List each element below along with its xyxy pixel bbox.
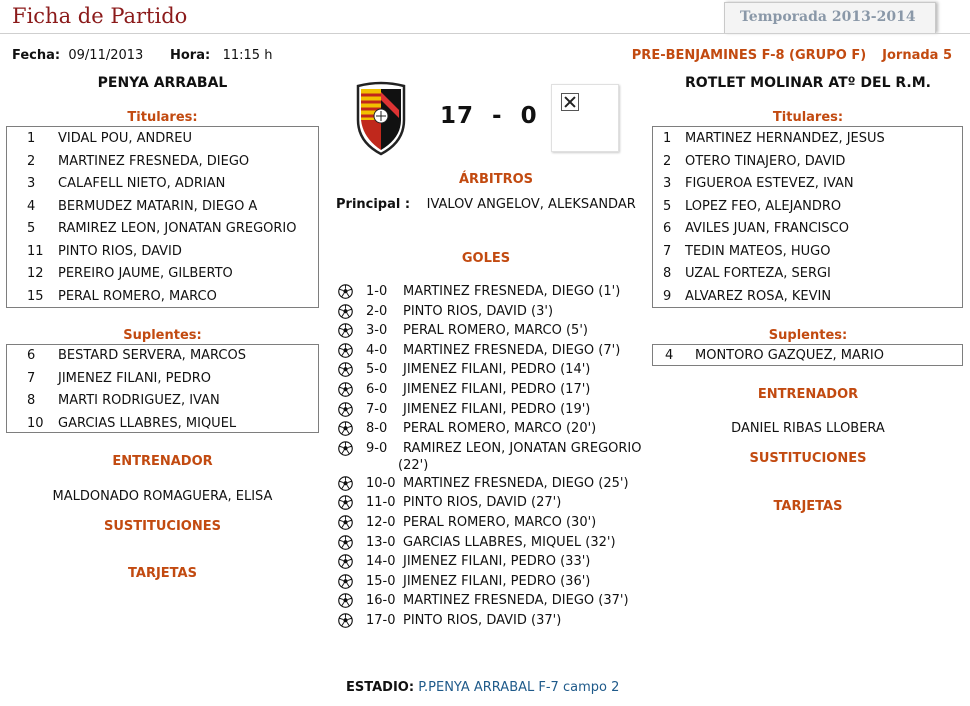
- home-goals: 17: [440, 103, 475, 129]
- goal-scorer: MARTINEZ FRESNEDA, DIEGO (1'): [403, 284, 621, 299]
- soccer-ball-icon: [338, 574, 353, 589]
- player-name: JIMENEZ FILANI, PEDRO: [58, 370, 211, 386]
- player-row: [7, 218, 318, 241]
- soccer-ball-icon: [338, 613, 353, 628]
- goal-score: 8-0: [366, 421, 388, 437]
- goal-row: [336, 302, 656, 322]
- goal-scorer: PINTO RIOS, DAVID (3'): [403, 303, 554, 319]
- player-row: [653, 263, 962, 286]
- page-title: Ficha de Partido: [12, 4, 188, 28]
- goal-scorer: MARTINEZ FRESNEDA, DIEGO (25'): [403, 475, 629, 491]
- away-team-name: ROTLET MOLINAR ATº DEL R.M.: [685, 75, 931, 91]
- match-score: [440, 103, 538, 129]
- goal-score: 14-0: [366, 554, 396, 570]
- soccer-ball-icon: [338, 343, 353, 358]
- player-row: [7, 151, 318, 174]
- goal-scorer: PINTO RIOS, DAVID (37'): [403, 612, 562, 628]
- player-row: [653, 128, 962, 151]
- player-number: 3: [27, 176, 36, 191]
- player-number: 4: [665, 348, 674, 363]
- player-row: [7, 241, 318, 264]
- goal-score: 7-0: [366, 401, 388, 417]
- goal-scorer: PERAL ROMERO, MARCO (20'): [403, 421, 597, 437]
- player-number: 15: [27, 288, 44, 304]
- player-number: 2: [663, 153, 672, 169]
- player-row: [653, 196, 962, 219]
- away-substitutions-label: SUSTITUCIONES: [749, 451, 867, 466]
- player-number: 5: [663, 198, 672, 214]
- player-row: [653, 173, 962, 196]
- soccer-ball-icon: [338, 593, 353, 608]
- player-row: [653, 151, 962, 174]
- soccer-ball-icon: [338, 421, 353, 436]
- goal-row: [336, 493, 656, 513]
- player-name: TEDIN MATEOS, HUGO: [685, 243, 831, 259]
- date-value: 09/11/2013: [68, 48, 144, 63]
- player-number: 1: [663, 131, 672, 146]
- player-row: [7, 390, 318, 413]
- home-starters-label: Titulares:: [127, 110, 198, 125]
- goal-score: 16-0: [366, 593, 396, 609]
- player-row: [7, 173, 318, 196]
- goal-row: [336, 341, 656, 361]
- goal-scorer: JIMENEZ FILANI, PEDRO (19'): [403, 401, 591, 417]
- player-name: MARTINEZ HERNANDEZ, JESUS: [685, 131, 885, 146]
- player-name: RAMIREZ LEON, JONATAN GREGORIO: [58, 221, 297, 236]
- goal-score: 17-0: [366, 612, 396, 628]
- goal-row: [336, 474, 656, 494]
- home-substitutions-label: SUSTITUCIONES: [104, 519, 221, 534]
- player-number: 6: [27, 348, 36, 363]
- player-row: [7, 196, 318, 219]
- goal-score: 5-0: [366, 362, 388, 378]
- player-number: 8: [663, 266, 672, 281]
- player-name: MONTORO GAZQUEZ, MARIO: [695, 348, 884, 363]
- player-name: MARTI RODRIGUEZ, IVAN: [58, 393, 220, 408]
- player-row: [7, 128, 318, 151]
- goal-row: [336, 533, 656, 553]
- goal-row: [336, 321, 656, 341]
- player-number: 10: [27, 415, 44, 431]
- goal-row: [336, 419, 656, 439]
- player-number: 4: [27, 198, 36, 214]
- player-row: [653, 286, 962, 309]
- player-name: UZAL FORTEZA, SERGI: [685, 266, 831, 281]
- goal-score: 12-0: [366, 514, 396, 530]
- player-number: 2: [27, 153, 36, 169]
- soccer-ball-icon: [338, 402, 353, 417]
- home-coach-name: MALDONADO ROMAGUERA, ELISA: [52, 489, 273, 504]
- home-cards-label: TARJETAS: [128, 566, 197, 581]
- home-coach-label: ENTRENADOR: [112, 454, 213, 469]
- player-number: 1: [27, 131, 36, 146]
- soccer-ball-icon: [338, 382, 353, 397]
- player-name: LOPEZ FEO, ALEJANDRO: [685, 198, 842, 214]
- player-name: VIDAL POU, ANDREU: [58, 131, 193, 146]
- player-row: [7, 368, 318, 391]
- home-subs-list: [6, 344, 319, 433]
- away-starters-label: Titulares:: [772, 110, 844, 125]
- player-name: MARTINEZ FRESNEDA, DIEGO: [58, 153, 250, 169]
- goal-scorer: JIMENEZ FILANI, PEDRO (14'): [403, 362, 591, 378]
- goal-scorer: MARTINEZ FRESNEDA, DIEGO (37'): [403, 593, 629, 609]
- time-value: 11:15 h: [222, 48, 273, 63]
- goal-scorer: JIMENEZ FILANI, PEDRO (33'): [403, 554, 591, 570]
- stadium-label: ESTADIO:: [346, 680, 415, 695]
- player-name: BESTARD SERVERA, MARCOS: [58, 348, 246, 363]
- goal-score: 11-0: [366, 495, 396, 511]
- home-starters-list: [6, 126, 319, 308]
- soccer-ball-icon: [338, 304, 353, 319]
- goal-row: [336, 591, 656, 611]
- broken-image-icon: [561, 93, 579, 111]
- player-name: PINTO RIOS, DAVID: [58, 243, 182, 259]
- soccer-ball-icon: [338, 554, 353, 569]
- goal-scorer: JIMENEZ FILANI, PEDRO (36'): [403, 573, 591, 589]
- competition-info: [632, 48, 952, 63]
- time-label: Hora:: [170, 48, 211, 63]
- goal-scorer: PERAL ROMERO, MARCO (5'): [403, 323, 588, 339]
- goal-score: 13-0: [366, 534, 396, 550]
- goal-scorer: GARCIAS LLABRES, MIQUEL (32'): [403, 534, 616, 550]
- goal-score: 4-0: [366, 342, 388, 358]
- goal-score: 6-0: [366, 381, 388, 397]
- goal-scorer: MARTINEZ FRESNEDA, DIEGO (7'): [403, 342, 621, 358]
- soccer-ball-icon: [338, 441, 353, 456]
- home-subs-label: Suplentes:: [123, 328, 202, 343]
- competition-name: PRE-BENJAMINES F-8 (GRUPO F): [631, 48, 867, 63]
- player-row: [7, 345, 318, 368]
- player-number: 5: [27, 221, 36, 236]
- goal-row: [336, 400, 656, 420]
- goal-row: [336, 360, 656, 380]
- away-subs-list: [652, 344, 963, 366]
- player-name: AVILES JUAN, FRANCISCO: [685, 221, 849, 236]
- player-number: 11: [27, 243, 44, 259]
- player-number: 7: [27, 370, 36, 386]
- date-label: Fecha:: [12, 48, 61, 63]
- goal-row: [336, 439, 656, 474]
- player-row: [7, 263, 318, 286]
- goal-score: 15-0: [366, 573, 396, 589]
- player-number: 6: [663, 221, 672, 236]
- player-row: [653, 345, 962, 368]
- player-name: FIGUEROA ESTEVEZ, IVAN: [685, 176, 854, 191]
- goal-scorer: PINTO RIOS, DAVID (27'): [403, 495, 562, 511]
- player-number: 8: [27, 393, 36, 408]
- soccer-ball-icon: [338, 515, 353, 530]
- player-row: [7, 413, 318, 436]
- away-coach-label: ENTRENADOR: [757, 387, 859, 402]
- goal-row: [336, 513, 656, 533]
- away-goals: 0: [520, 103, 538, 129]
- player-number: 12: [27, 266, 44, 281]
- principal-label: Principal :: [336, 197, 411, 212]
- home-crest-icon: [354, 80, 408, 156]
- soccer-ball-icon: [338, 495, 353, 510]
- player-name: PEREIRO JAUME, GILBERTO: [58, 266, 233, 281]
- player-name: ALVAREZ ROSA, KEVIN: [685, 288, 832, 304]
- soccer-ball-icon: [338, 323, 353, 338]
- player-name: PERAL ROMERO, MARCO: [58, 288, 217, 304]
- stadium-info: [346, 680, 619, 695]
- goal-score: 10-0: [366, 475, 396, 491]
- goal-score: 2-0: [366, 303, 388, 319]
- player-row: [7, 286, 318, 309]
- away-starters-list: [652, 126, 963, 308]
- player-name: CALAFELL NIETO, ADRIAN: [58, 176, 226, 191]
- goal-row: [336, 611, 656, 631]
- score-separator: -: [492, 103, 503, 129]
- goal-row: [336, 380, 656, 400]
- player-row: [653, 218, 962, 241]
- goals-label: GOLES: [461, 251, 511, 266]
- goal-score: 9-0: [366, 440, 388, 456]
- soccer-ball-icon: [338, 362, 353, 377]
- match-time: [170, 48, 272, 63]
- principal-name: IVALOV ANGELOV, ALEKSANDAR: [426, 197, 636, 212]
- goal-scorer: RAMIREZ LEON, JONATAN GREGORIO: [403, 440, 642, 456]
- season-label[interactable]: Temporada 2013-2014: [740, 9, 916, 25]
- player-number: 9: [663, 288, 672, 304]
- away-coach-name: DANIEL RIBAS LLOBERA: [731, 421, 885, 436]
- away-subs-label: Suplentes:: [768, 328, 848, 343]
- player-name: BERMUDEZ MATARIN, DIEGO A: [58, 198, 258, 214]
- match-date: [12, 48, 143, 63]
- goal-minute: (22'): [398, 457, 429, 473]
- player-name: GARCIAS LLABRES, MIQUEL: [58, 415, 237, 431]
- home-team-name: PENYA ARRABAL: [97, 75, 228, 91]
- player-row: [653, 241, 962, 264]
- principal-referee: [336, 197, 636, 212]
- goal-score: 1-0: [366, 284, 388, 299]
- referees-label: ÁRBITROS: [458, 172, 534, 187]
- away-cards-label: TARJETAS: [773, 499, 843, 514]
- stadium-name: P.PENYA ARRABAL F-7 campo 2: [418, 680, 620, 695]
- player-number: 7: [663, 243, 672, 259]
- soccer-ball-icon: [338, 535, 353, 550]
- soccer-ball-icon: [338, 476, 353, 491]
- player-number: 3: [663, 176, 672, 191]
- round-label: Jornada 5: [882, 48, 952, 63]
- goal-row: [336, 572, 656, 592]
- player-name: OTERO TINAJERO, DAVID: [685, 153, 846, 169]
- goal-scorer: PERAL ROMERO, MARCO (30'): [403, 514, 597, 530]
- soccer-ball-icon: [338, 284, 353, 299]
- goal-row: [336, 552, 656, 572]
- header-divider: [0, 33, 970, 34]
- goal-scorer: JIMENEZ FILANI, PEDRO (17'): [403, 381, 591, 397]
- goals-list: [336, 282, 656, 631]
- goal-row: [336, 282, 656, 302]
- goal-score: 3-0: [366, 323, 388, 339]
